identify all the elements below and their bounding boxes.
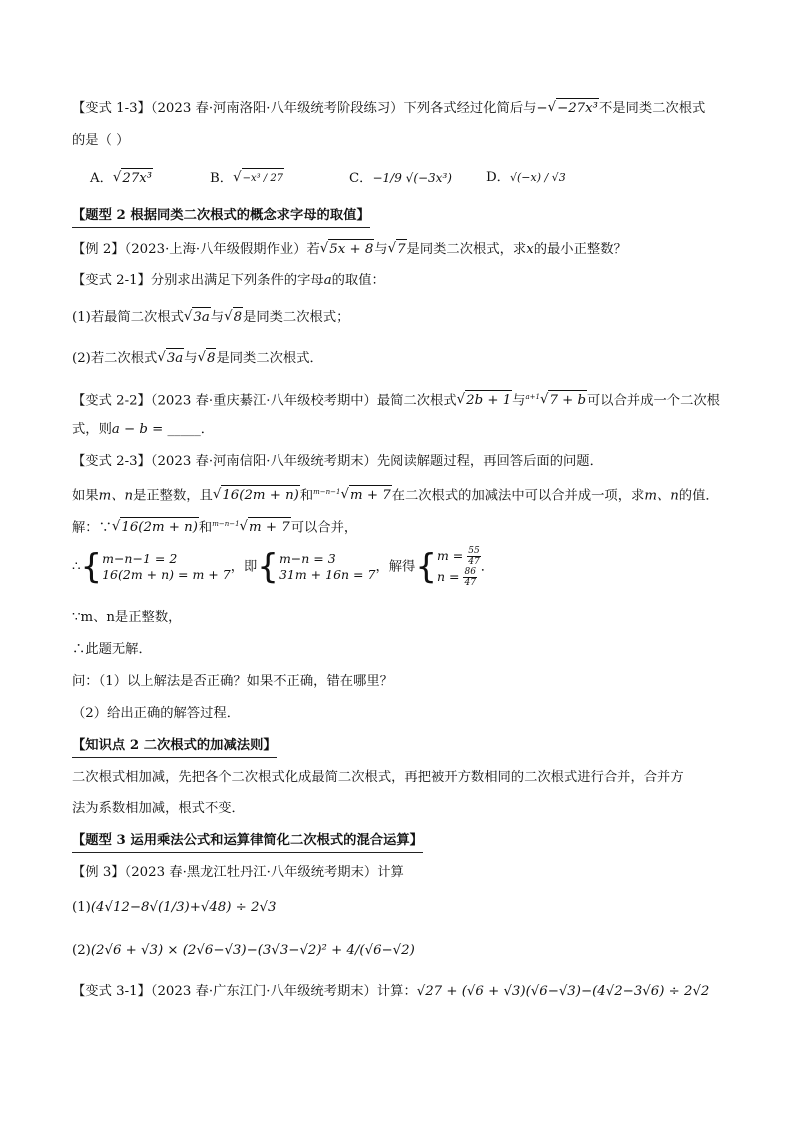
source-note: （2023 春·河南洛阳·八年级统考阶段练习） xyxy=(150,101,404,116)
variant-2-3-question-2: （2）给出正确的解答过程． xyxy=(72,706,241,721)
choice-b: B． √ −x³ / 27 xyxy=(210,168,284,189)
question-text: 的是（ ） xyxy=(72,133,130,148)
variant-2-3-line-1: 【变式 2-3】（2023 春·河南信阳·八年级统考期末）先阅读解题过程，再回答后面的问题． xyxy=(72,454,603,469)
variant-3-1: 【变式 3-1】（2023 春·广东江门·八年级统考期末）计算：√27 + (√6 + √3)(√6−√3)−(4√2−3√6) ÷ 2√2 xyxy=(72,984,710,999)
knowledge-2-heading: 【知识点 2 二次根式的加减法则】 xyxy=(72,736,277,758)
knowledge-2-text-1: 二次根式相加减，先把各个二次根式化成最简二次根式，再把被开方数相同的二次根式进行合并，合并方 xyxy=(72,770,684,785)
variant-1-3-line-2 xyxy=(72,131,129,151)
example-3-expr-2: (2)(2√6 + √3) × (2√6−√3)−(3√3−√2)² + 4/(√6−√2) xyxy=(72,943,415,958)
variant-2-3-systems: ∴{ m−n−1 = 2 16(2m + n) = m + 7 ，即{ m−n = 3 31m + 16n = 7 ，解得{ m = $\frac{55}{47}$ n = $\frac{86}{47}$ ． xyxy=(72,546,495,588)
example-2: 【例 2】（2023·上海·八年级假期作业）若 √ 5x + 8 与 √ 7 是同类二次根式，求x的最小正整数？ xyxy=(72,239,627,260)
variant-2-3-because: ∵m、n是正整数， xyxy=(72,610,182,625)
variant-2-2-line-2: 式，则a − b = _____． xyxy=(72,422,215,437)
choice-c: C．−1/9 √(−3x³) xyxy=(349,171,452,186)
variant-2-1: 【变式 2-1】分别求出满足下列条件的字母a的取值： xyxy=(72,273,385,288)
answer-blank[interactable]: _____ xyxy=(167,422,201,437)
variant-1-3-line-1: 【变式 1-3】（2023 春·河南洛阳·八年级统考阶段练习）下列各式经过化简后与− √ −27x³ 不是同类二次根式 xyxy=(72,98,705,119)
variant-2-1-q1: (1)若最简二次根式 √ 3a 与 √ 8 是同类二次根式； xyxy=(72,307,349,328)
radical: √ −27x³ xyxy=(548,98,599,119)
topic-2-heading: 【题型 2 根据同类二次根式的概念求字母的取值】 xyxy=(72,206,370,228)
choices-row xyxy=(72,168,722,194)
example-3: 【例 3】（2023 春·黑龙江牡丹江·八年级统考期末）计算 xyxy=(72,865,404,880)
example-3-expr-1: (1)(4√12−8√(1/3)+√48) ÷ 2√3 xyxy=(72,900,277,915)
question-text: 不是同类二次根式 xyxy=(598,101,706,116)
question-text: 下列各式经过化简后与 xyxy=(403,101,537,116)
knowledge-2-text-2: 法为系数相加减，根式不变． xyxy=(72,801,245,816)
choice-a: A． √ 27x³ xyxy=(90,168,153,189)
variant-2-3-line-2: 如果m、n是正整数，且 √ 16(2m + n) 和$^{m-n-1}$ √ m + 7 在二次根式的加减法中可以合并成一项，求m、n的值． xyxy=(72,482,719,506)
variant-2-3-question-1: 问：（1）以上解法是否正确？如果不正确，错在哪里？ xyxy=(72,674,393,689)
variant-2-3-no-solution: ∴此题无解． xyxy=(72,642,152,657)
topic-3-heading: 【题型 3 运用乘法公式和运算律简化二次根式的混合运算】 xyxy=(72,831,423,853)
choice-d: D．√(−x) / √3 xyxy=(486,170,566,185)
variant-tag: 【变式 1-3】 xyxy=(72,101,151,116)
variant-2-1-q2: (2)若二次根式 √ 3a 与 √ 8 是同类二次根式． xyxy=(72,348,323,369)
variant-2-2-line-1: 【变式 2-2】（2023 春·重庆綦江·八年级校考期中）最简二次根式 √ 2b + 1 与$^{a+1}$ √ 7 + b 可以合并成一个二次根 xyxy=(72,387,720,411)
variant-2-3-solution-1: 解：∵ √ 16(2m + n) 和$^{m-n-1}$ √ m + 7 可以合并， xyxy=(72,514,357,538)
